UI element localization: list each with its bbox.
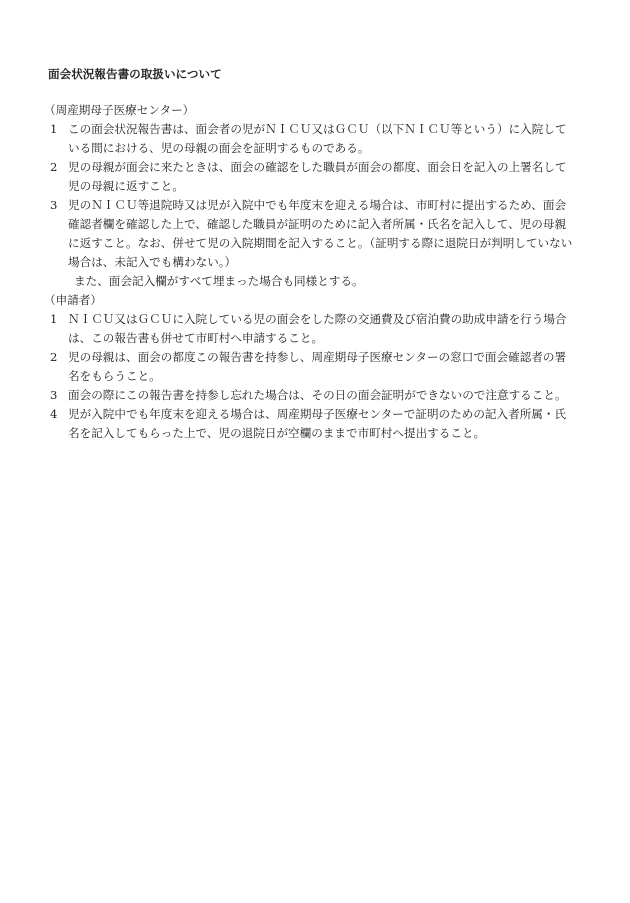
- item-line: は、この報告書も併せて市町村へ申請すること。: [68, 331, 324, 345]
- center-item-2: [44, 158, 572, 196]
- item-line: 名を記入してもらった上で、児の退院日が空欄のままで市町村へ提出すること。: [68, 426, 486, 440]
- item-line: 場合は、未記入でも構わない。）: [68, 255, 237, 269]
- item-number: 3: [50, 388, 58, 402]
- applicant-item-4: [44, 405, 567, 443]
- item-number: 2: [50, 160, 58, 174]
- item-line: に返すこと。なお、併せて児の入院期間を記入すること。（証明する際に退院日が判明していない: [68, 236, 573, 250]
- applicant-item-2: [44, 348, 567, 386]
- item-line: 名をもらうこと。: [68, 369, 161, 383]
- item-line: 面会の際にこの報告書を持参し忘れた場合は、その日の面会証明ができないので注意すること。: [68, 388, 567, 402]
- applicant-section: [44, 291, 567, 443]
- item-line: 児の母親は、面会の都度この報告書を持参し、周産期母子医療センターの窓口で面会確認者の署: [68, 350, 567, 364]
- document-title: 面会状況報告書の取扱いについて: [48, 67, 222, 81]
- center-heading: （周産期母子医療センター）: [44, 103, 195, 117]
- item-line: いる間における、児の母親の面会を証明するものである。: [68, 141, 370, 155]
- applicant-item-1: [44, 310, 567, 348]
- center-section: [44, 101, 572, 291]
- item-number: 2: [50, 350, 58, 364]
- item-line: この面会状況報告書は、面会者の児がＮＩＣＵ又はＧＣＵ（以下ＮＩＣＵ等という）に入院して: [68, 122, 567, 136]
- item-line: 児の母親に返すこと。: [68, 179, 184, 193]
- item-line: 児のＮＩＣＵ等退院時又は児が入院中でも年度末を迎える場合は、市町村に提出するため、面会: [68, 198, 567, 212]
- item-number: 4: [50, 407, 58, 421]
- item-line: 児の母親が面会に来たときは、面会の確認をした職員が面会の都度、面会日を記入の上署名して: [68, 160, 567, 174]
- item-line: 児が入院中でも年度末を迎える場合は、周産期母子医療センターで証明のための記入者所属・氏: [68, 407, 567, 421]
- item-number: 3: [50, 198, 58, 212]
- item-line: ＮＩＣＵ又はＧＣＵに入院している児の面会をした際の交通費及び宿泊費の助成申請を行う場合: [68, 312, 567, 326]
- center-items: [44, 120, 572, 291]
- item-number: 1: [50, 122, 58, 136]
- item-line: 確認者欄を確認した上で、確認した職員が証明のために記入者所属・氏名を記入して、児の母親: [68, 217, 567, 231]
- center-item-3: [44, 196, 572, 272]
- applicant-item-3: [44, 386, 567, 405]
- center-item-1: [44, 120, 572, 158]
- center-note: また、面会記入欄がすべて埋まった場合も同様とする。: [74, 274, 364, 288]
- item-number: 1: [50, 312, 58, 326]
- applicant-heading: （申請者）: [44, 293, 102, 307]
